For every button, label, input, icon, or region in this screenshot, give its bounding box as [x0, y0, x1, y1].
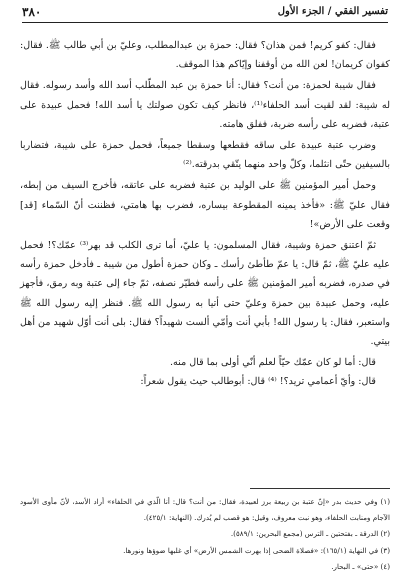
page-header	[22, 6, 388, 23]
running-title: تفسير الفقي / الجزء الأول	[277, 6, 388, 17]
footnote: (٣) في النهاية (١٦٥/١): «فصلاة الضحى إذا بهرت الشمس الأرض» أي غلبها ضوؤها ونورها.	[123, 545, 390, 555]
paragraph: فقال: كفو كريم! فمن هذان؟ فقال: حمزة بن عبدالمطلب، وعليّ بن أبي طالب ﷺ. فقال: كفوان كريمان! لعن الله من أوقفنا وإيّاكم هذا الموقف.	[20, 40, 390, 71]
paragraph: قال: أما لو كان عمّك حيّاً لعلم أنّي أولى بما قال منه.	[169, 357, 376, 369]
paragraph: ثمّ اعتنق حمزة وشيبة، فقال المسلمون: يا عليّ، أما ترى الكلب قد بهر⁽³⁾ عمّك؟! فحمل عليه عليّ ﷺ، ثمّ قال: يا عمّ طأطئ رأسك ـ وكان حمزة أطول من شيبة ـ فأدخل حمزة رأسه في صدره، فضربه أمير المؤمنين ﷺ على رأسه فطيّر نصفه، ثمّ جاء إلى عتبة وبه رمق، فأجهز عليه، وحمل عبيدة بين حمزة وعليّ حتى أتيا به رسول الله ﷺ. فنظر إليه رسول الله ﷺ واستعبر، فقال: يا رسول الله! بأبي أنت وأمّي ألست شهيداً؟ فقال: بلى أنت أوّل شهيد من أهل بيتي.	[20, 240, 390, 348]
footnotes	[20, 494, 390, 575]
paragraph: وضرب عتبة عبيدة على ساقه فقطعها وسقطا جميعاً، فحمل حمزة على شيبة، فتضاربا بالسيفين حتّى انثلما، وكلّ واحد منهما يتّقي بدرقته.⁽²⁾	[20, 140, 390, 171]
paragraph: قال: وأيّ أعمامي تريد؟! ⁽⁴⁾ قال: أبوطالب حيث يقول شعراً:	[140, 376, 376, 388]
footnote: (١) وفي حديث بدر «إنّ عتبة بن ربيعة برز لعبيدة، فقال: من أنت؟ قال: أنا الّذي في الحلفاء» أراد الأسد، لأنّ مأوى الأسود الآجام ومنابت الحلفاء، وهو نبت معروف، وقيل: هو قصب لم يُدرك. (النهاية: ٤٢٥/١).	[20, 497, 390, 523]
paragraph: فقال شيبة لحمزة: من أنت؟ فقال: أنا حمزة بن عبد المطّلب أسد الله وأسد رسوله. فقال له شيبة: لقد لقيت أسد الحلفاء⁽¹⁾، فانظر كيف تكون صولتك يا أسد الله! فحمل عبيدة على عتبة، فضربه على رأسه ضربة، ففلق هامته.	[20, 80, 391, 130]
footnote: (٤) «حتى» ـ البحار.	[331, 561, 390, 571]
footnote: (٢) الدرقة ـ بفتحتين ـ الترس (مجمع البحرين: ٥٨٩/١).	[230, 529, 390, 539]
main-text	[20, 36, 390, 392]
page-number: ٣٨٠	[22, 5, 42, 19]
paragraph: وحمل أمير المؤمنين ﷺ على الوليد بن عتبة فضربه على عاتقه، فأخرج السيف من إبطه، فقال عليّ ﷺ: «فأخذ يمينه المقطوعة بيساره، فضرب بها هامتي، فظننت أنّ السّماء [قد] وقعت على الأرض»!	[20, 180, 390, 230]
footnote-separator	[250, 488, 390, 489]
